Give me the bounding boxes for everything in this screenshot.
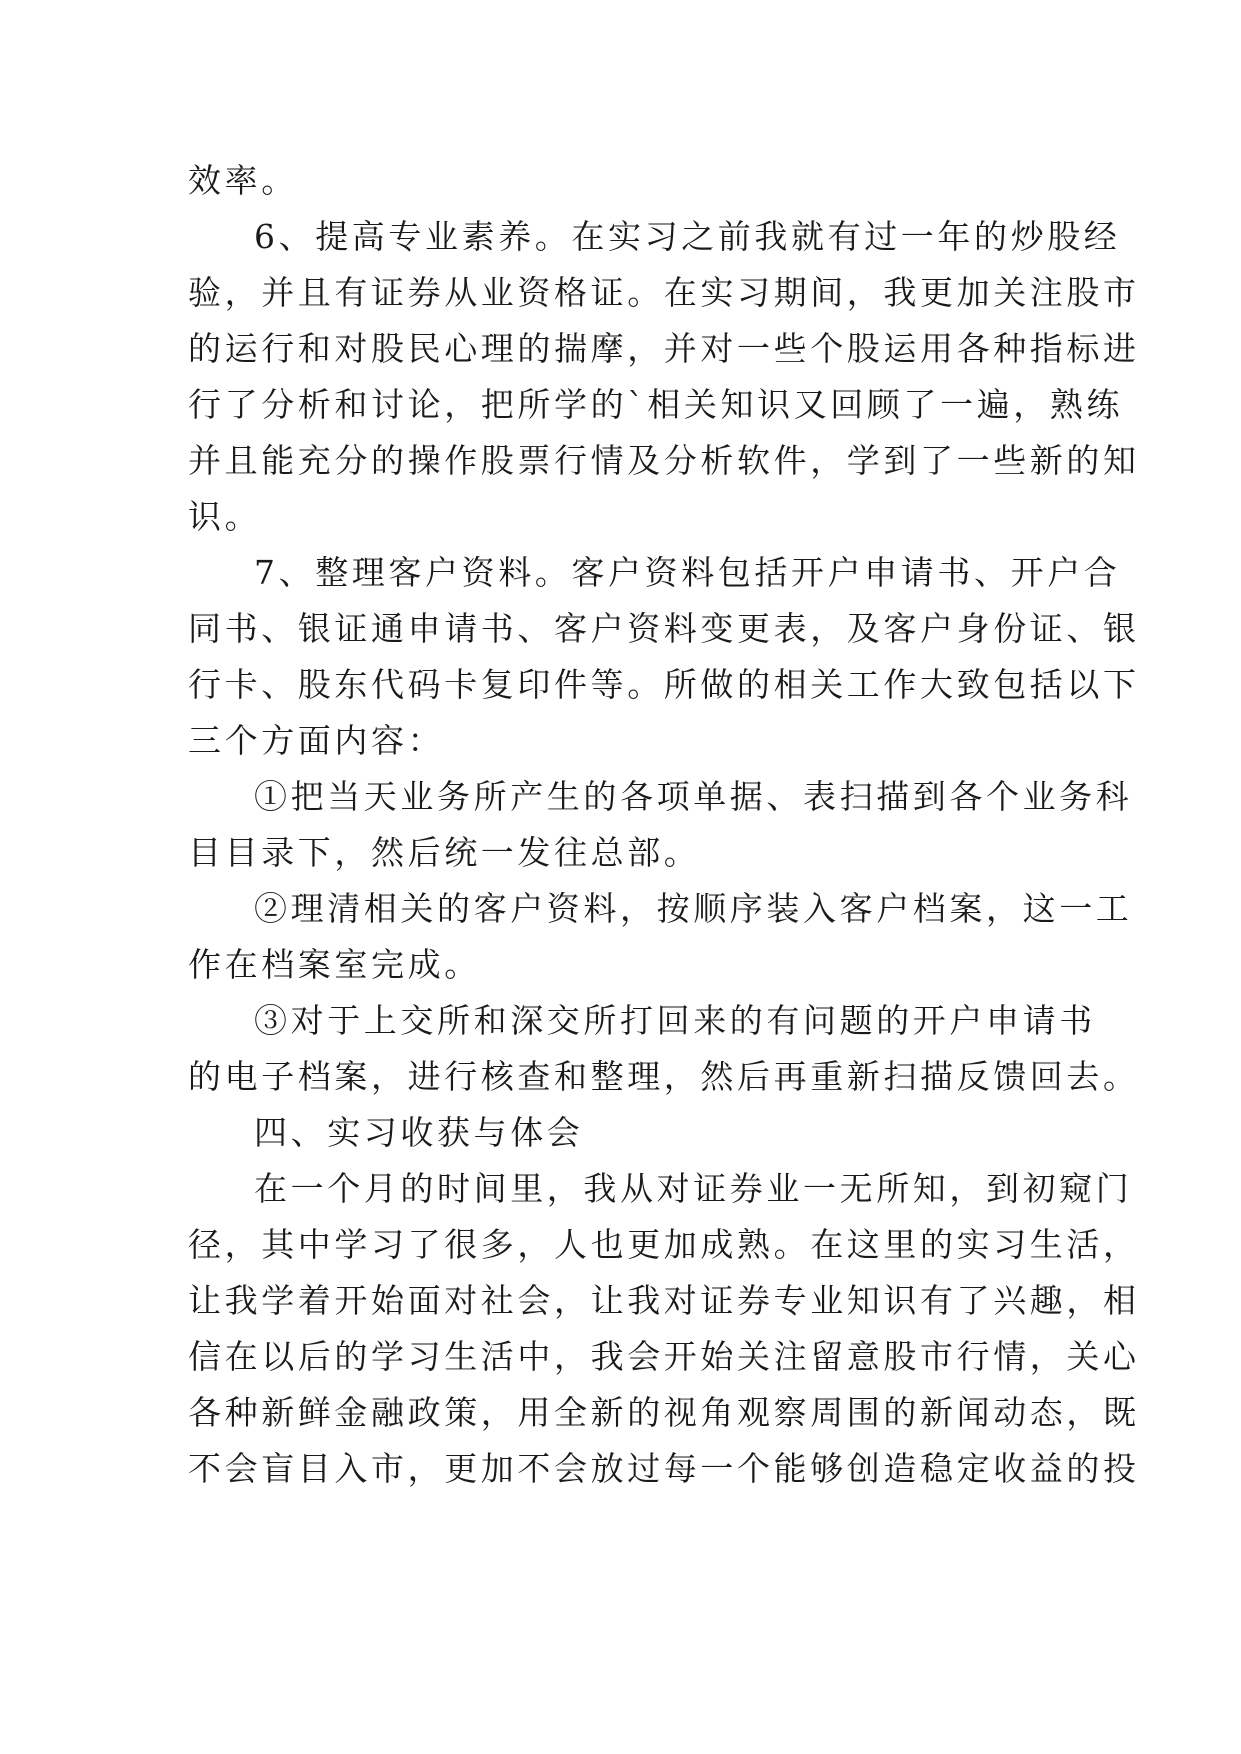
text-line: 同书、银证通申请书、客户资料变更表，及客户身份证、银 (188, 609, 1140, 648)
text-line: 的电子档案，进行核查和整理，然后再重新扫描反馈回去。 (188, 1057, 1140, 1096)
section-4-heading: 四、实习收获与体会 (254, 1113, 584, 1152)
text-line: 让我学着开始面对社会，让我对证券专业知识有了兴趣，相 (188, 1281, 1140, 1320)
section-6-heading-line: 6、提高专业素养。在实习之前我就有过一年的炒股经 (254, 217, 1121, 256)
text-line: 识。 (188, 497, 262, 536)
text-line: 作在档案室完成。 (188, 945, 481, 984)
text-line: 的运行和对股民心理的揣摩，并对一些个股运用各种指标进 (188, 329, 1140, 368)
text-line: 各种新鲜金融政策，用全新的视角观察周围的新闻动态，既 (188, 1393, 1140, 1432)
list-item-3-line: ③对于上交所和深交所打回来的有问题的开户申请书 (254, 1001, 1096, 1040)
section-7-heading-line: 7、整理客户资料。客户资料包括开户申请书、开户合 (254, 553, 1121, 592)
text-line: 信在以后的学习生活中，我会开始关注留意股市行情，关心 (188, 1337, 1140, 1376)
text-line: 并且能充分的操作股票行情及分析软件，学到了一些新的知 (188, 441, 1140, 480)
list-item-1-line: ①把当天业务所产生的各项单据、表扫描到各个业务科 (254, 777, 1133, 816)
text-line: 三个方面内容： (188, 721, 445, 760)
text-line: 不会盲目入市，更加不会放过每一个能够创造稳定收益的投 (188, 1449, 1140, 1488)
text-line: 目目录下，然后统一发往总部。 (188, 833, 701, 872)
list-item-2-line: ②理清相关的客户资料，按顺序装入客户档案，这一工 (254, 889, 1133, 928)
text-line: 径，其中学习了很多，人也更加成熟。在这里的实习生活， (188, 1225, 1140, 1264)
text-line: 效率。 (188, 161, 298, 200)
text-line: 行卡、股东代码卡复印件等。所做的相关工作大致包括以下 (188, 665, 1140, 704)
text-line: 行了分析和讨论，把所学的`相关知识又回顾了一遍，熟练 (188, 385, 1124, 424)
paragraph-start-line: 在一个月的时间里，我从对证券业一无所知，到初窥门 (254, 1169, 1133, 1208)
text-line: 验，并且有证券从业资格证。在实习期间，我更加关注股市 (188, 273, 1140, 312)
